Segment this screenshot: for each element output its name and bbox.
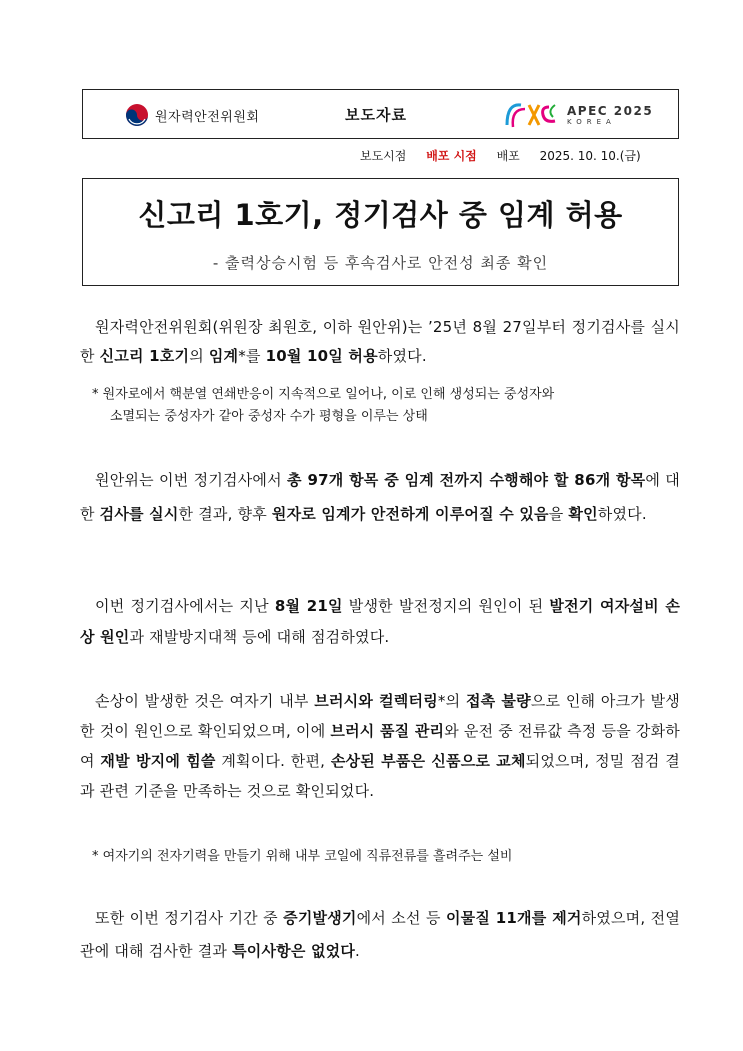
p4-text-g: 되었으며, 정밀 점검 결과 관련 기준을 만족하는 것으로 확인되었다. (80, 752, 680, 800)
paragraph-2 (80, 463, 680, 531)
p4-text-c: *의 (437, 692, 466, 710)
paragraph-3 (80, 591, 680, 653)
sub-title: - 출력상승시험 등 후속검사로 안전성 최종 확인 (212, 254, 549, 272)
p2-text-f: 하였다. (597, 505, 647, 523)
distribution-label: 배포 (496, 149, 520, 163)
p5-bold-3: 특이사항은 없었다 (232, 942, 356, 960)
p5-text-d: 하였으며, 전열관에 대해 검사한 결과 (80, 909, 681, 960)
title-box (82, 178, 679, 286)
p5-text-c: 에서 소선 등 (356, 909, 446, 927)
p3-bold-2: 발전기 여자설비 손상 원인 (80, 597, 681, 646)
p2-bold-2: 검사를 실시 (99, 505, 179, 523)
taegeuk-emblem-icon (125, 103, 149, 127)
p5-bold-2: 이물질 11개를 제거 (445, 909, 582, 927)
p3-text-d: 과 재발방지대책 등에 대해 점검하였다. (129, 628, 390, 646)
footnote-1 (92, 384, 682, 428)
p4-bold-1: 브러시와 컬렉터링 (314, 692, 438, 710)
paragraph-4 (80, 686, 680, 806)
footnote-2: * 여자기의 전자기력을 만들기 위해 내부 코일에 직류전류를 흘려주는 설비 (92, 849, 513, 864)
paragraph-5 (80, 902, 680, 968)
footnote-1-line-2: 소멸되는 중성자가 같아 중성자 수가 평형을 이루는 상태 (110, 409, 428, 424)
p5-bold-1: 증기발생기 (283, 909, 357, 927)
p2-text-a: 원안위는 이번 정기검사에서 (95, 471, 288, 489)
p2-bold-1: 총 97개 항목 중 임계 전까지 수행해야 할 86개 항목 (287, 471, 646, 489)
org-name: 원자력안전위원회 (155, 109, 260, 125)
header-box (82, 89, 679, 139)
apec-logo (503, 99, 653, 131)
p1-text-c: 의 (189, 347, 209, 365)
p3-text-a: 이번 정기검사에서는 지난 (95, 597, 275, 615)
org-logo (125, 103, 259, 127)
p3-text-c: 발생한 발전정지의 원인이 된 (342, 597, 550, 615)
p1-bold-3: 10월 10일 허용 (265, 347, 378, 365)
release-date: 2025. 10. 10.(금) (539, 149, 641, 163)
p3-bold-1: 8월 21일 (274, 597, 343, 615)
p1-text-d: *를 (238, 347, 266, 365)
paragraph-1 (80, 313, 680, 371)
p4-text-f: 계획이다. 한편, (215, 752, 331, 770)
apec-emblem-icon (503, 99, 563, 131)
p1-bold-2: 임계 (208, 347, 239, 365)
release-line (360, 147, 657, 164)
p1-bold-1: 신고리 1호기 (99, 347, 190, 365)
p2-bold-3: 원자로 임계가 안전하게 이루어질 수 있음 (271, 505, 549, 523)
p2-text-e: 을 (548, 505, 569, 523)
doc-type: 보도자료 (345, 106, 407, 124)
release-timing: 배포 시점 (426, 149, 477, 163)
release-label: 보도시점 (360, 149, 407, 163)
p4-text-a: 손상이 발생한 것은 여자기 내부 (95, 692, 315, 710)
p2-text-d: 한 결과, 향후 (178, 505, 272, 523)
p4-bold-4: 재발 방지에 힘쓸 (100, 752, 216, 770)
p2-bold-4: 확인 (568, 505, 598, 523)
p5-text-a: 또한 이번 정기검사 기간 중 (95, 909, 284, 927)
apec-country: KOREA (567, 117, 616, 126)
p4-bold-5: 손상된 부품은 신품으로 교체 (330, 752, 526, 770)
p1-text-a: 원자력안전위원회(위원장 최원호, 이하 원안위)는 ’25년 8월 27일부터 정기검사를 실시한 (80, 318, 680, 365)
p5-text-e: . (355, 942, 361, 960)
p4-bold-2: 접촉 불량 (465, 692, 531, 710)
p4-text-d: 으로 인해 아크가 발생한 것이 원인으로 확인되었으며, 이에 (80, 692, 680, 740)
p2-text-c: 에 대한 (80, 471, 680, 523)
footnote-1-line-1: * 원자로에서 핵분열 연쇄반응이 지속적으로 일어나, 이로 인해 생성되는 중성자와 (92, 387, 555, 402)
p1-text-e: 하였다. (377, 347, 427, 365)
p4-text-e: 와 운전 중 전류값 측정 등을 강화하여 (80, 722, 680, 770)
apec-name: APEC 2025 (567, 103, 654, 118)
main-title: 신고리 1호기, 정기검사 중 임계 허용 (138, 198, 623, 232)
p4-bold-3: 브러시 품질 관리 (330, 722, 445, 740)
